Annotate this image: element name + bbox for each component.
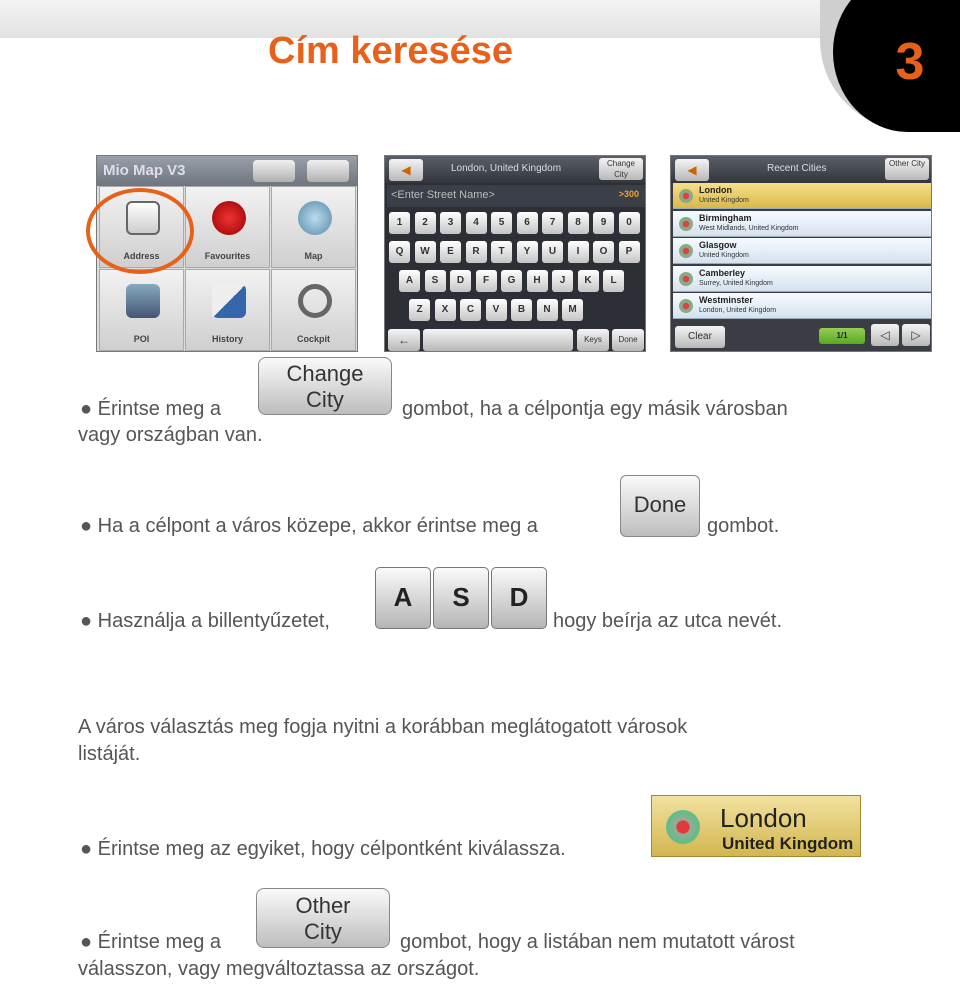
tile-history: History: [185, 269, 270, 351]
change-city-mini-button: Change City: [599, 158, 643, 180]
key-o: O: [593, 241, 614, 263]
back-arrow-icon: ◀: [675, 159, 709, 181]
city-list-item: Birmingham West Midlands, United Kingdom: [673, 211, 931, 237]
key-g: G: [501, 270, 522, 292]
recent-cities-screenshot: [670, 155, 932, 352]
key-a: A: [399, 270, 420, 292]
city-list-item: Camberley Surrey, United Kingdom: [673, 266, 931, 292]
page-indicator: 1/1: [819, 328, 865, 344]
p2-before: ● Ha a célpont a város közepe, akkor érintse meg a: [80, 515, 538, 537]
key-0: 0: [619, 212, 640, 234]
key-3: 3: [440, 212, 461, 234]
city-pin-icon: [666, 810, 700, 844]
key-u: U: [542, 241, 563, 263]
menu-top-button-2: [307, 160, 349, 182]
app-title: Mio Map V3: [103, 162, 186, 179]
city-list-item: Westminster London, United Kingdom: [673, 293, 931, 319]
heart-icon: [212, 201, 246, 235]
p4-line1: A város választás meg fogja nyitni a korábban meglátogatott városok: [78, 716, 688, 738]
change-city-button: Change City: [258, 357, 392, 415]
p3-after: hogy beírja az utca nevét.: [553, 610, 783, 632]
key-j: J: [552, 270, 573, 292]
current-city-title: London, United Kingdom: [451, 163, 562, 174]
prev-page-icon: ◁: [871, 324, 899, 346]
result-count: >300: [618, 189, 639, 199]
key-y: Y: [517, 241, 538, 263]
key-5: 5: [491, 212, 512, 234]
magnifier-icon: [298, 201, 332, 235]
menu-top-button-1: [253, 160, 295, 182]
steering-wheel-icon: [298, 284, 332, 318]
key-v: V: [486, 299, 507, 321]
key-m: M: [562, 299, 583, 321]
p6-line2: válasszon, vagy megváltoztassa az országot.: [78, 958, 480, 980]
space-key: [423, 329, 573, 351]
city-pin-icon: [679, 189, 693, 203]
key-1: 1: [389, 212, 410, 234]
street-name-field: <Enter Street Name>: [387, 185, 645, 207]
key-i: I: [568, 241, 589, 263]
key-z: Z: [409, 299, 430, 321]
city-pin-icon: [679, 272, 693, 286]
city-pin-icon: [679, 244, 693, 258]
back-arrow-icon: ◀: [389, 159, 423, 181]
key-c: C: [460, 299, 481, 321]
tile-address: Address: [99, 186, 184, 268]
p5-text: ● Érintse meg az egyiket, hogy célpontként kiválassza.: [80, 838, 566, 860]
clear-mini-button: Clear: [675, 326, 725, 348]
city-pin-icon: [679, 217, 693, 231]
city-list-item: Glasgow United Kingdom: [673, 238, 931, 264]
key-6: 6: [517, 212, 538, 234]
key-s: S: [433, 567, 489, 629]
key-7: 7: [542, 212, 563, 234]
tile-poi: POI: [99, 269, 184, 351]
key-r: R: [466, 241, 487, 263]
p6-after: gombot, hogy a listában nem mutatott várost: [400, 931, 795, 953]
key-x: X: [435, 299, 456, 321]
next-page-icon: ▷: [902, 324, 930, 346]
key-w: W: [415, 241, 436, 263]
p1-after: gombot, ha a célpontja egy másik városban: [402, 398, 788, 420]
london-city-chip: London United Kingdom: [651, 795, 861, 857]
city-list-item: London United Kingdom: [673, 183, 931, 209]
other-city-mini-button: Other City: [885, 158, 929, 180]
key-h: H: [527, 270, 548, 292]
poi-icon: [126, 284, 160, 318]
key-8: 8: [568, 212, 589, 234]
done-button: Done: [620, 475, 700, 537]
p1-before: ● Érintse meg a: [80, 398, 222, 420]
pencil-icon: [212, 284, 246, 318]
tile-cockpit: Cockpit: [271, 269, 356, 351]
keyboard-screenshot: [384, 155, 646, 352]
city-pin-icon: [679, 299, 693, 313]
backspace-icon: ←: [388, 329, 420, 351]
key-p: P: [619, 241, 640, 263]
key-4: 4: [466, 212, 487, 234]
tile-favourites: Favourites: [185, 186, 270, 268]
p2-after: gombot.: [707, 515, 780, 537]
key-t: T: [491, 241, 512, 263]
p3-before: ● Használja a billentyűzetet,: [80, 610, 330, 632]
key-a: A: [375, 567, 431, 629]
key-9: 9: [593, 212, 614, 234]
other-city-button: Other City: [256, 888, 390, 948]
key-q: Q: [389, 241, 410, 263]
key-n: N: [537, 299, 558, 321]
key-s: S: [425, 270, 446, 292]
done-mini-button: Done: [612, 329, 644, 351]
address-highlight-ring: [86, 188, 194, 274]
p6-before: ● Érintse meg a: [80, 931, 222, 953]
recent-cities-title: Recent Cities: [767, 163, 827, 174]
key-l: L: [603, 270, 624, 292]
tile-map: Map: [271, 186, 356, 268]
key-b: B: [511, 299, 532, 321]
key-d: D: [450, 270, 471, 292]
keys-mini-button: Keys: [577, 329, 609, 351]
key-e: E: [440, 241, 461, 263]
key-k: K: [578, 270, 599, 292]
p4-line2: listáját.: [78, 743, 141, 765]
page-title: Cím keresése: [268, 30, 514, 72]
chapter-number: 3: [895, 33, 925, 91]
key-d: D: [491, 567, 547, 629]
p1-line2: vagy országban van.: [78, 424, 263, 446]
key-f: F: [476, 270, 497, 292]
key-2: 2: [415, 212, 436, 234]
